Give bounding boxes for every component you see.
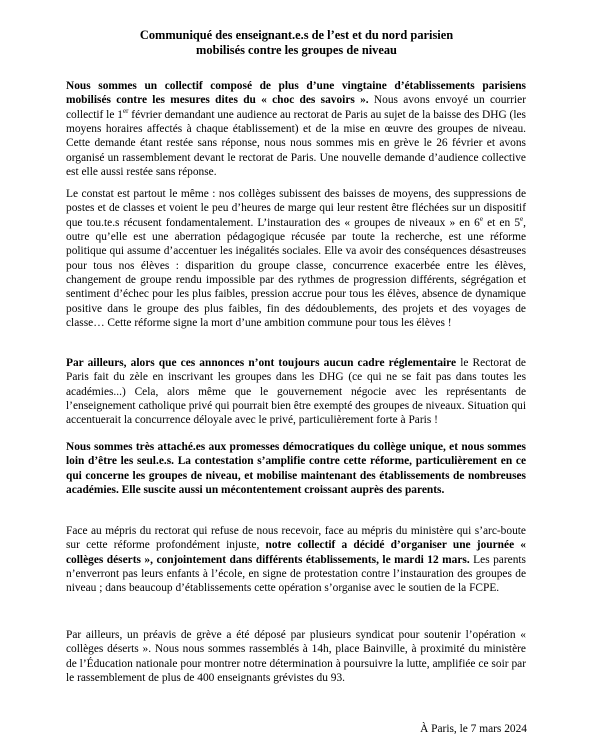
paragraph-5-text-a: Face au mépris du rectorat qui refuse de nous recevoir, face au mépris du ministère qui s’arc-boute sur cette réforme profondément injuste,	[66, 525, 526, 552]
paragraph-1-bold: Nous sommes un collectif composé de plus d’une vingtaine d’établissements parisiens mobilisés contre les mesures dites du « choc des savoirs ».	[66, 80, 526, 107]
paragraph-2-text-b: et en 5	[482, 216, 521, 229]
paragraph-strike	[66, 628, 526, 685]
paragraph-regulation	[66, 356, 526, 428]
paragraph-action	[66, 524, 526, 596]
paragraph-collective	[66, 79, 526, 179]
paragraph-3-text: le Rectorat de Paris fait du zèle en inscrivant les groupes dans les DHG (ce qui ne se fait pas dans toutes les académies...) Cela, alors même que le gouvernement négocie avec les représentants de l’enseignement catholique privé qui pourrait bien être exempté des groupes de niveaux. Situation qui accentuerait la concurrence déloyale avec le privé, particulièrement forte à Paris !	[66, 357, 526, 427]
title-line-1: Communiqué des enseignant.e.s de l’est et du nord parisien	[139, 28, 454, 42]
paragraph-2-sup-2: e	[520, 214, 524, 223]
paragraph-2-text-a: Le constat est partout le même : nos collèges subissent des baisses de moyens, des suppressions de postes et de classes et voient le peu d’heures de marge qui leur restent être fléchées sur un dispositif que tou.te.s récusent fondamentalement. L’instauration des « groupes de niveaux » en 6	[66, 188, 526, 229]
paragraph-1-text-b: février demandant une audience au rectorat de Paris au sujet de la baisse des DHG (les moyens horaires affectés à chaque établissement) et de la mise en œuvre des groupes de niveau. Cette demande étant restée sans réponse, nous nous sommes mis en grève le 26 février et avons organisé un rassemblement devant le rectorat de Paris. Une nouvelle demande d’audience collective est elle aussi restée sans réponse.	[66, 108, 526, 179]
paragraph-5-bold: notre collectif a décidé d’organiser une journée « collèges déserts », conjointement dans différents établissements, le mardi 12 mars.	[66, 539, 526, 566]
paragraph-2-text-c: , outre qu’elle est une aberration pédagogique récusée par toute la recherche, est une réforme politique qui assume d’accentuer les inégalités sociales. Elle va avoir des conséquences désastreuses pour tous nos élèves : disparition du groupe classe, concurrence exacerbée entre les élèves, changement de groupe rendu impossible par des rythmes de progression différents, ségrégation et sentiment d’échec pour les plus faibles, pression accrue pour tous les élèves, absence de dynamique positive dans le groupe des plus faibles, fin des dédoublements, des projets et des voyages de classe… Cette réforme signe la mort d’une ambition commune pour tous les élèves !	[66, 216, 526, 330]
paragraph-3-bold: Par ailleurs, alors que ces annonces n’ont toujours aucun cadre réglementaire	[66, 357, 457, 369]
title-line-2: mobilisés contre les groupes de niveau	[196, 43, 397, 57]
paragraph-commitment	[66, 440, 526, 497]
paragraph-4-bold: Nous sommes très attaché.es aux promesses démocratiques du collège unique, et nous sommes loin d’être les seul.e.s. La contestation s’amplifie contre cette réforme, particulièrement en ce qui concerne les groupes de niveau, et mobilise maintenant des établissements de nombreuses académies. Elle suscite aussi un mécontentement croissant auprès des parents.	[66, 441, 526, 497]
paragraph-5-text-b: Les parents n’enverront pas leurs enfants à l’école, en signe de protestation contre l’instauration des groupes de niveau ; dans beaucoup d’établissements cette opération s’organise avec le soutien de la FCPE.	[66, 553, 526, 595]
document-title	[40, 28, 553, 58]
paragraph-2-sup-1: e	[479, 214, 483, 223]
paragraph-1-sup: er	[122, 106, 129, 115]
paragraph-6-text: Par ailleurs, un préavis de grève a été déposé par plusieurs syndicat pour soutenir l’opération « collèges déserts ». Nous nous sommes rassemblés à 14h, place Bainville, à proximité du ministère de l’Éducation nationale pour montrer notre détermination à poursuivre la lutte, amplifiée ce soir par le rassemblement de plus de 400 enseignants grévistes du 93.	[66, 629, 526, 685]
signature-date: À Paris, le 7 mars 2024	[420, 723, 527, 735]
paragraph-1-text-a: Nous avons envoyé un courrier collectif le 1	[66, 94, 526, 121]
paragraph-observation	[66, 187, 526, 330]
